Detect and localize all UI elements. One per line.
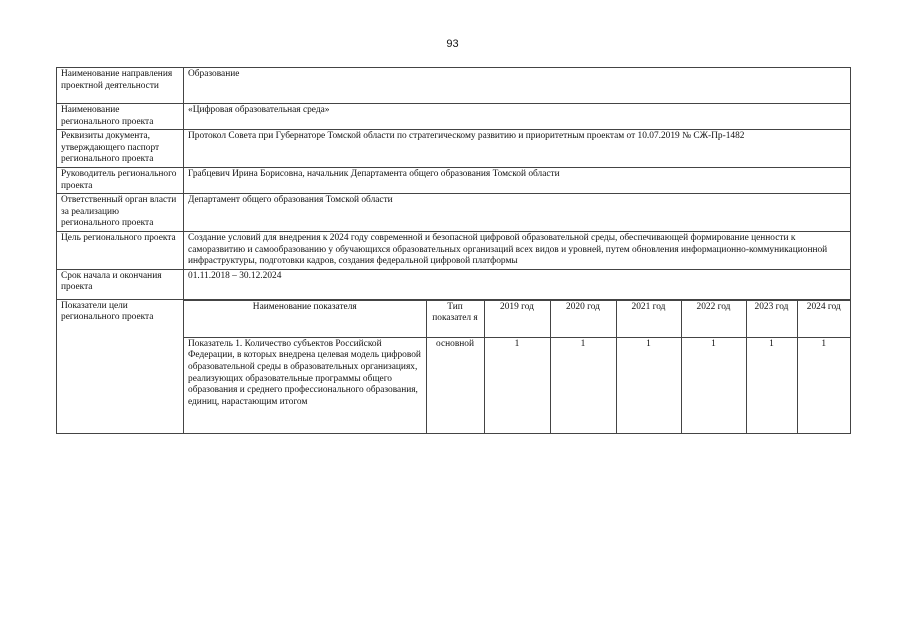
indicators-table [184,300,850,434]
table-row [57,299,851,434]
header-year: 2019 год [484,300,550,337]
table-row [57,231,851,269]
indicator-row [184,337,850,433]
indicator-value: 1 [550,337,616,433]
row-label: Реквизиты документа, утверждающего паспорт регионального проекта [57,130,184,168]
indicators-cell [184,299,851,434]
header-indicator-type: Тип показател я [426,300,484,337]
header-year: 2021 год [616,300,681,337]
header-year: 2024 год [797,300,850,337]
header-year: 2022 год [681,300,746,337]
indicator-name: Показатель 1. Количество субъектов Российской Федерации, в которых внедрена целевая модель цифровой образовательной среды в образовательных организациях, реализующих образовательные программы общего образования и среднего профессионального образования, единиц, нарастающим итогом [184,337,426,433]
row-value: Грабцевич Ирина Борисовна, начальник Департамента общего образования Томской области [184,167,851,193]
row-label: Наименование направления проектной деятельности [57,68,184,104]
indicators-header-row [184,300,850,337]
row-label: Наименование регионального проекта [57,104,184,130]
row-value: Протокол Совета при Губернаторе Томской области по стратегическому развитию и приоритетным проектам от 10.07.2019 № СЖ-Пр-1482 [184,130,851,168]
table-row [57,130,851,168]
row-label: Руководитель регионального проекта [57,167,184,193]
header-year: 2023 год [746,300,797,337]
indicator-value: 1 [616,337,681,433]
project-passport-table [56,67,851,434]
header-indicator-name: Наименование показателя [184,300,426,337]
page-number: 93 [446,38,459,50]
row-value: Образование [184,68,851,104]
row-label: Цель регионального проекта [57,231,184,269]
row-label: Показатели цели регионального проекта [57,299,184,434]
row-label: Срок начала и окончания проекта [57,269,184,299]
table-row [57,194,851,232]
table-row [57,68,851,104]
indicator-type: основной [426,337,484,433]
row-value: 01.11.2018 – 30.12.2024 [184,269,851,299]
row-label: Ответственный орган власти за реализацию регионального проекта [57,194,184,232]
table-row [57,104,851,130]
header-year: 2020 год [550,300,616,337]
row-value: Создание условий для внедрения к 2024 году современной и безопасной цифровой образовательной среды, обеспечивающей формирование ценности к саморазвитию и самообразованию у обучающихся образовательных организаций всех видов и уровней, путем обновления информационно-коммуникационной инфраструктуры, подготовки кадров, создания федеральной цифровой платформы [184,231,851,269]
row-value: «Цифровая образовательная среда» [184,104,851,130]
indicator-value: 1 [746,337,797,433]
row-value: Департамент общего образования Томской области [184,194,851,232]
table-row [57,167,851,193]
indicator-value: 1 [797,337,850,433]
indicator-value: 1 [484,337,550,433]
indicator-value: 1 [681,337,746,433]
table-row [57,269,851,299]
